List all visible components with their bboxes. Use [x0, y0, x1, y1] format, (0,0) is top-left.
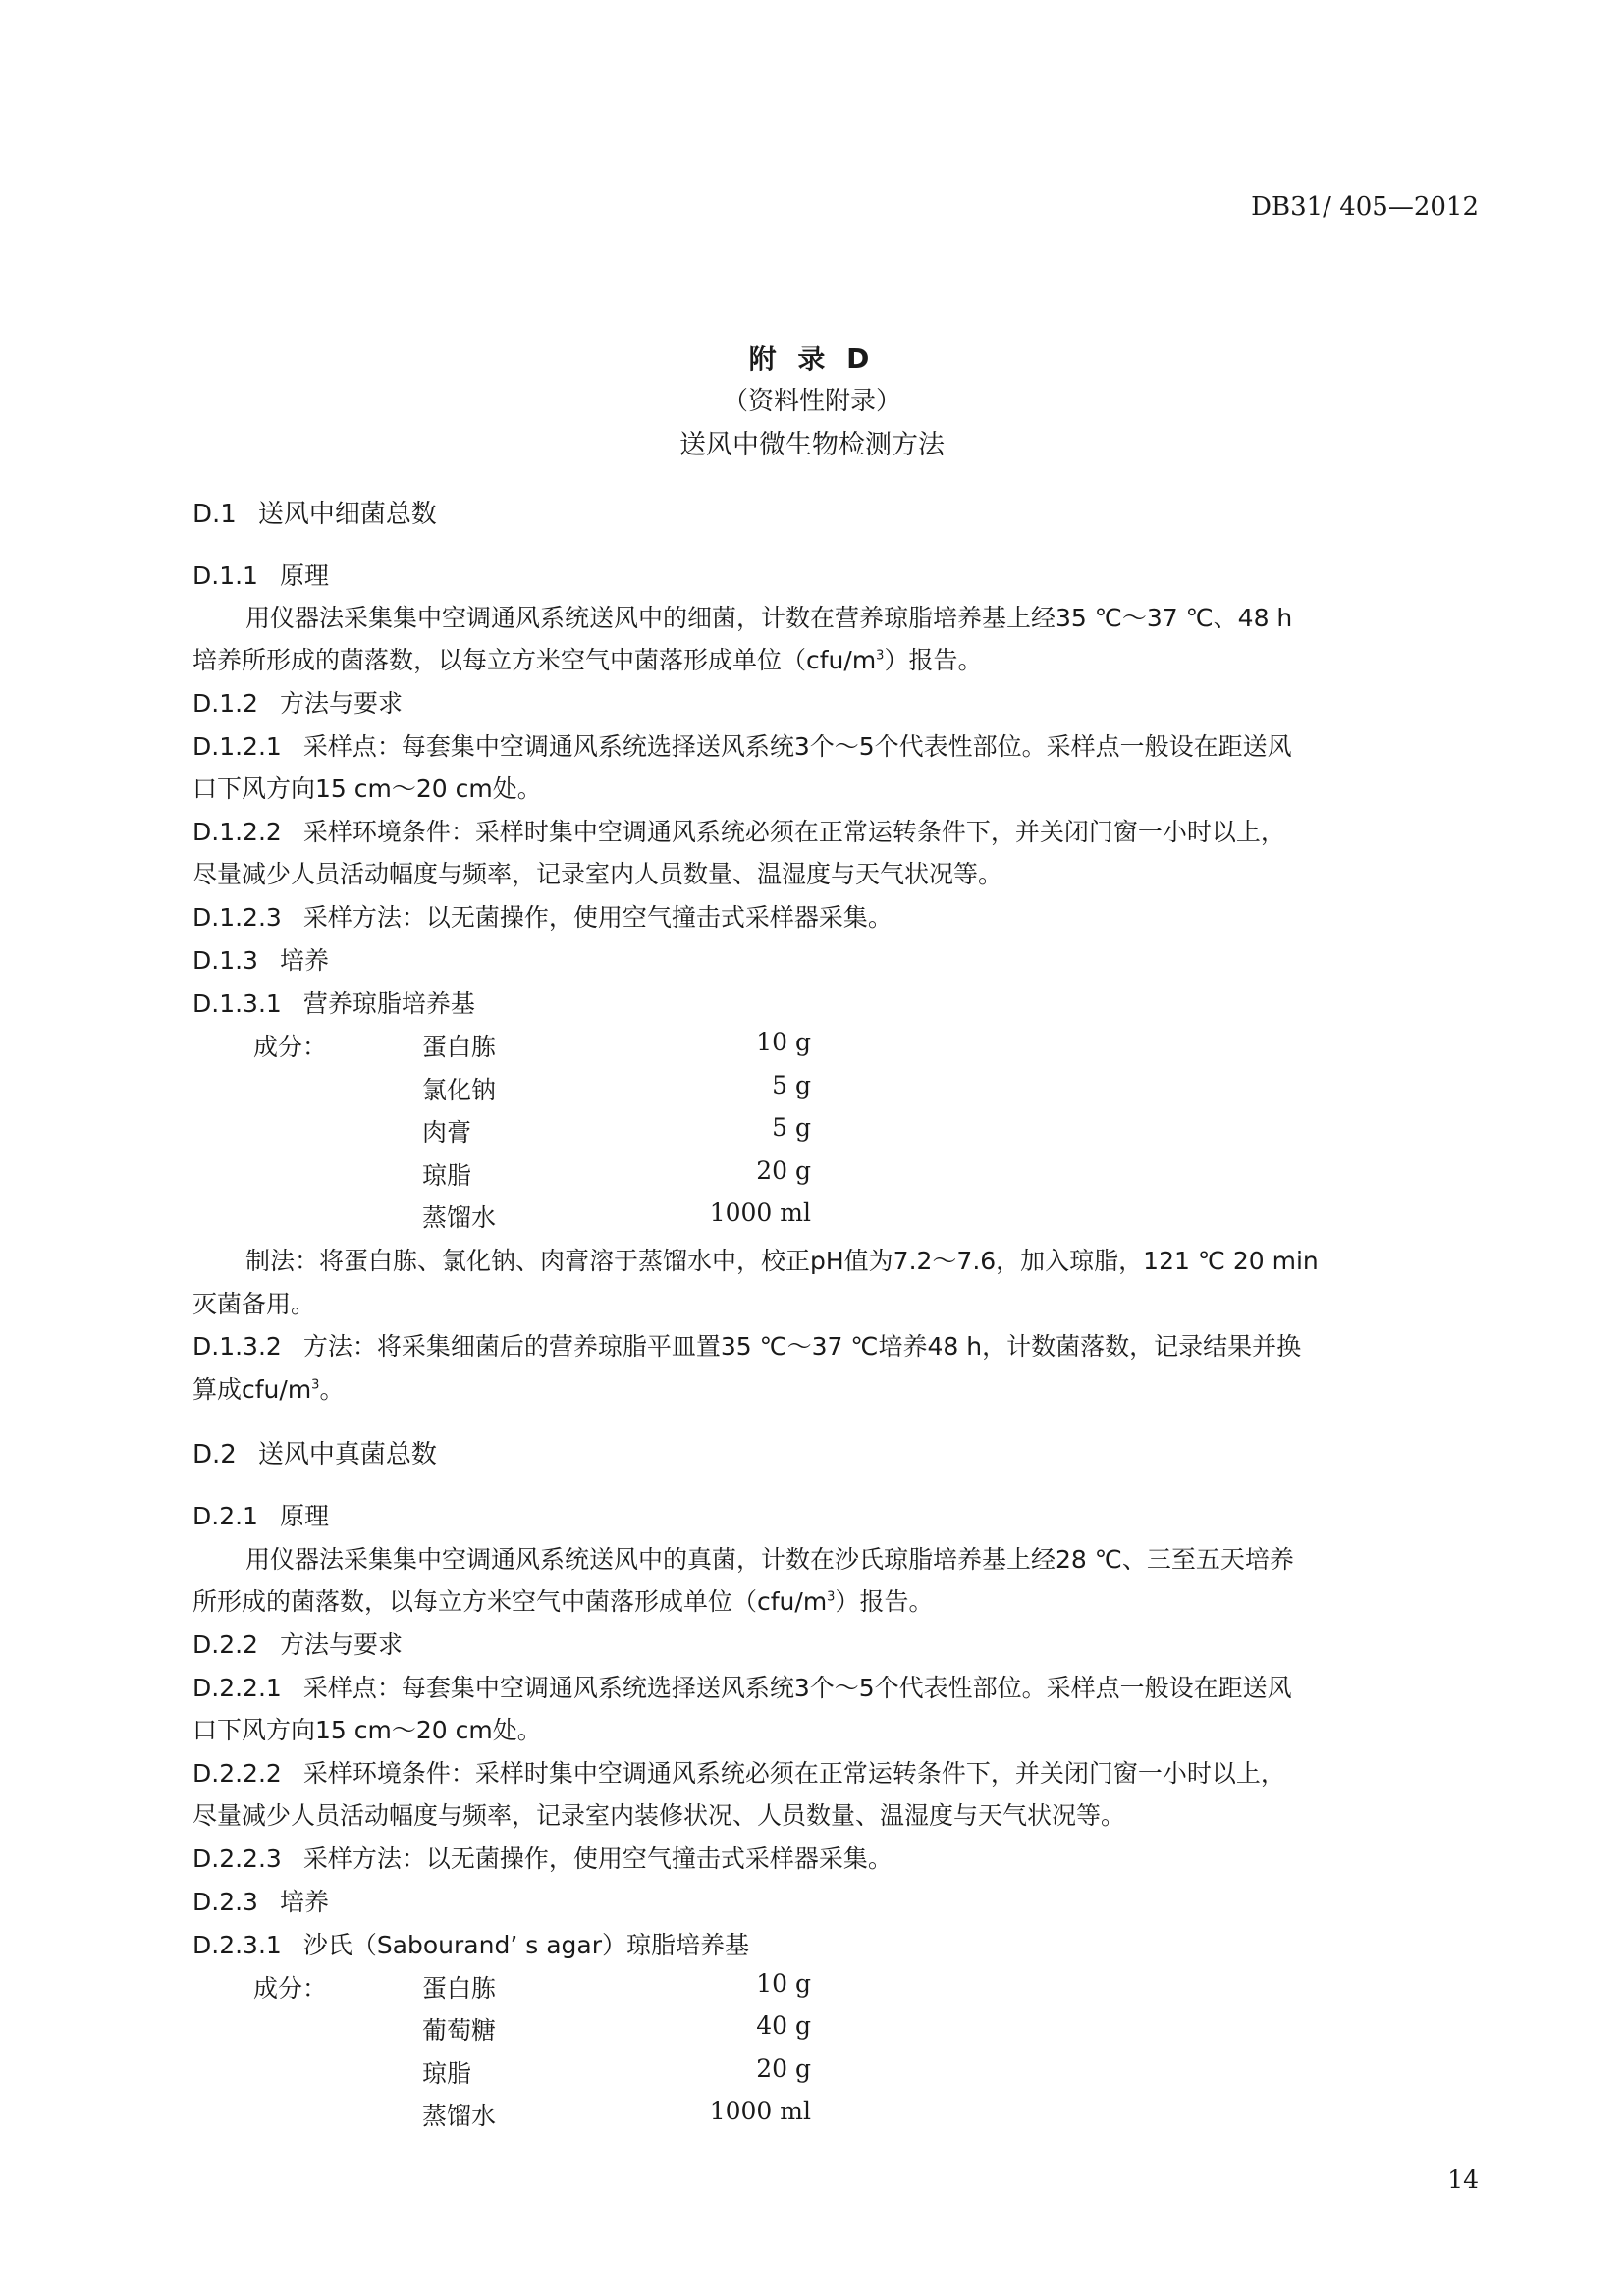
clause-number: D.2.2.1	[192, 1674, 282, 1702]
clause-d1-2-2	[192, 813, 1285, 848]
subsection-title: 方法与要求	[279, 1630, 403, 1659]
section-heading-d2	[192, 1434, 437, 1470]
section-heading-d1	[192, 494, 437, 530]
subsection-d2-1	[192, 1497, 329, 1532]
clause-number: D.1.3.1	[192, 989, 282, 1018]
text-segment: 。	[319, 1375, 345, 1404]
appendix-subtitle: （资料性附录）	[722, 387, 901, 416]
ingredient-name: 蒸馏水	[422, 2102, 497, 2130]
subsection-title: 原理	[279, 561, 329, 590]
superscript: 3	[311, 1377, 320, 1393]
ingredient-name: 蒸馏水	[422, 1203, 497, 1232]
subsection-title: 原理	[279, 1502, 329, 1530]
section-title: 送风中细菌总数	[257, 500, 437, 529]
subsection-d1-2	[192, 684, 403, 720]
ingredient-name: 琼脂	[422, 2059, 472, 2088]
subsection-title: 培养	[279, 946, 329, 975]
subsection-d1-1	[192, 557, 329, 592]
paragraph-line	[192, 1582, 933, 1618]
section-title: 送风中真菌总数	[257, 1440, 437, 1469]
clause-d2-3-1	[192, 1926, 749, 1961]
clause-text: 沙氏（Sabourand’ s agar）琼脂培养基	[302, 1931, 749, 1959]
clause-text: 采样方法：以无菌操作，使用空气撞击式采样器采集。	[302, 903, 893, 932]
clause-d1-2-1	[192, 727, 1292, 763]
subsection-number: D.2.3	[192, 1888, 258, 1916]
text-segment: ）报告。	[884, 646, 983, 674]
clause-number: D.1.2.2	[192, 818, 282, 846]
paragraph-line: 灭菌备用。	[192, 1290, 316, 1318]
ingredient-amount: 10 g	[756, 1969, 811, 1998]
section-number: D.1	[192, 500, 237, 529]
clause-d1-3-1	[192, 985, 475, 1020]
superscript: 3	[827, 1589, 836, 1605]
ingredients-label: 成分：	[253, 1033, 328, 1061]
ingredient-amount: 1000 ml	[709, 2097, 811, 2125]
ingredient-name: 葡萄糖	[422, 2016, 497, 2045]
clause-text: 采样方法：以无菌操作，使用空气撞击式采样器采集。	[302, 1844, 893, 1873]
appendix-title: 附 录 D	[748, 343, 876, 375]
clause-number: D.2.3.1	[192, 1931, 282, 1959]
clause-number: D.1.2.1	[192, 732, 282, 761]
ingredient-name: 氯化钠	[422, 1076, 497, 1104]
subsection-number: D.2.1	[192, 1502, 258, 1530]
page-number: 14	[1447, 2165, 1479, 2194]
ingredients-label: 成分：	[253, 1974, 328, 2002]
paragraph-line: 尽量减少人员活动幅度与频率，记录室内装修状况、人员数量、温湿度与天气状况等。	[192, 1801, 1126, 1830]
text-segment: 算成cfu/m	[192, 1375, 312, 1404]
paragraph-line: 用仪器法采集集中空调通风系统送风中的真菌，计数在沙氏琼脂培养基上经28 ℃、三至五天培养	[245, 1545, 1294, 1574]
ingredient-amount: 20 g	[756, 1156, 811, 1185]
clause-d2-2-3	[192, 1840, 893, 1875]
clause-text: 营养琼脂培养基	[302, 989, 475, 1018]
clause-text: 采样点：每套集中空调通风系统选择送风系统3个～5个代表性部位。采样点一般设在距送风	[302, 1674, 1292, 1702]
document-code: DB31/ 405—2012	[1251, 192, 1479, 222]
subsection-number: D.1.3	[192, 946, 258, 975]
clause-text: 方法：将采集细菌后的营养琼脂平皿置35 ℃～37 ℃培养48 h，计数菌落数，记录结果并换	[302, 1332, 1302, 1361]
clause-number: D.2.2.2	[192, 1759, 282, 1788]
text-segment: 培养所形成的菌落数，以每立方米空气中菌落形成单位（cfu/m	[192, 646, 877, 674]
subsection-number: D.1.1	[192, 561, 258, 590]
clause-d2-2-2	[192, 1754, 1285, 1789]
ingredient-amount: 1000 ml	[709, 1199, 811, 1227]
subsection-title: 方法与要求	[279, 689, 403, 718]
subsection-d1-3	[192, 941, 329, 977]
clause-d1-3-2	[192, 1327, 1301, 1362]
text-segment: ）报告。	[835, 1587, 934, 1616]
ingredient-name: 蛋白胨	[422, 1974, 497, 2002]
clause-text: 采样环境条件：采样时集中空调通风系统必须在正常运转条件下，并关闭门窗一小时以上，	[302, 818, 1285, 846]
paragraph-line: 制法：将蛋白胨、氯化钠、肉膏溶于蒸馏水中，校正pH值为7.2～7.6，加入琼脂，121 ℃ 20 min	[245, 1247, 1319, 1275]
ingredient-amount: 20 g	[756, 2055, 811, 2083]
subsection-number: D.2.2	[192, 1630, 258, 1659]
paragraph-line: 口下风方向15 cm～20 cm处。	[192, 1716, 542, 1744]
paragraph-line: 口下风方向15 cm～20 cm处。	[192, 774, 542, 803]
paragraph-line: 尽量减少人员活动幅度与频率，记录室内人员数量、温湿度与天气状况等。	[192, 860, 1003, 888]
ingredient-amount: 5 g	[772, 1113, 811, 1142]
clause-d2-2-1	[192, 1669, 1292, 1704]
superscript: 3	[876, 648, 885, 664]
ingredient-amount: 40 g	[756, 2011, 811, 2040]
ingredient-amount: 10 g	[756, 1028, 811, 1056]
clause-text: 采样点：每套集中空调通风系统选择送风系统3个～5个代表性部位。采样点一般设在距送风	[302, 732, 1292, 761]
section-number: D.2	[192, 1440, 237, 1469]
clause-number: D.1.3.2	[192, 1332, 282, 1361]
ingredient-name: 琼脂	[422, 1161, 472, 1190]
paragraph-line	[192, 1370, 344, 1406]
subsection-d2-2	[192, 1626, 403, 1661]
paragraph-line	[192, 641, 982, 676]
clause-number: D.2.2.3	[192, 1844, 282, 1873]
clause-text: 采样环境条件：采样时集中空调通风系统必须在正常运转条件下，并关闭门窗一小时以上，	[302, 1759, 1285, 1788]
clause-d1-2-3	[192, 898, 893, 934]
subsection-number: D.1.2	[192, 689, 258, 718]
subsection-d2-3	[192, 1883, 329, 1918]
subsection-title: 培养	[279, 1888, 329, 1916]
ingredient-name: 蛋白胨	[422, 1033, 497, 1061]
paragraph-line: 用仪器法采集集中空调通风系统送风中的细菌，计数在营养琼脂培养基上经35 ℃～37 ℃、48 h	[245, 604, 1293, 632]
ingredient-amount: 5 g	[772, 1071, 811, 1099]
clause-number: D.1.2.3	[192, 903, 282, 932]
text-segment: 所形成的菌落数，以每立方米空气中菌落形成单位（cfu/m	[192, 1587, 828, 1616]
ingredient-name: 肉膏	[422, 1118, 472, 1147]
appendix-name: 送风中微生物检测方法	[679, 430, 945, 460]
